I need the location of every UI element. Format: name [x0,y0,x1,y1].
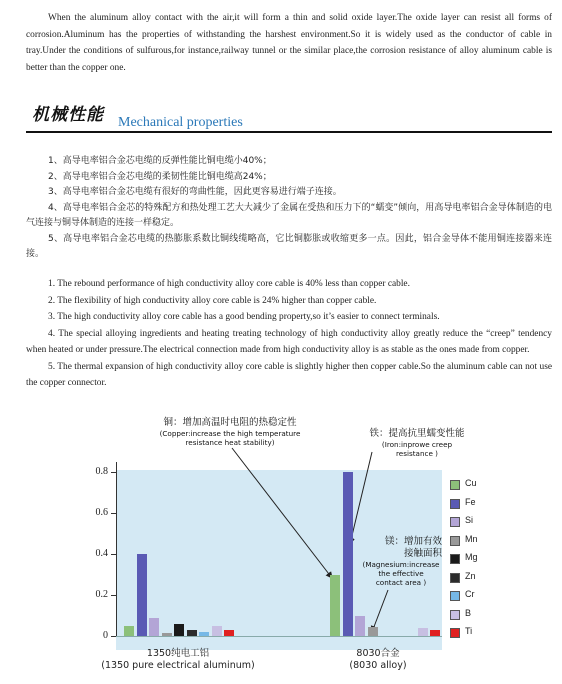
legend-item-mg [450,552,490,571]
x-category-label [288,648,468,672]
bar-mg-0 [174,624,184,636]
y-tick-label: 0.8 [95,466,108,477]
legend-label: Si [465,515,474,525]
legend-label: Cu [465,478,477,488]
magnesium-annotation [360,536,442,587]
legend-swatch [450,628,460,638]
legend-item-b [450,608,490,627]
legend-swatch [450,480,460,490]
bar-si-1 [355,616,365,637]
cn-list-item: 3、高导电率铝合金芯电缆有很好的弯曲性能，因此更容易进行端子连接。 [48,187,342,197]
y-tick [111,595,116,596]
bar-cu-0 [124,626,134,636]
bar-b-1 [418,628,428,636]
y-tick [111,513,116,514]
legend-label: Fe [465,496,476,507]
x-category-en: (8030 alloy) [349,660,407,671]
legend-label: Mg [465,552,478,562]
bar-b-0 [212,626,222,636]
bar-cu-1 [330,575,340,637]
cn-list-item: 5、高导电率铝合金芯电缆的热膨胀系数比铜线缆略高，它比铜膨胀或收缩更多一点。因此，铝合金导体不能用铜连接器来连接。 [26,233,552,259]
en-list-item: 3. The high conductivity alloy core cable has a good bending property,so it’s easier to connect terminals. [48,312,440,322]
iron-annotation [352,428,482,458]
x-axis [116,636,442,637]
legend-item-cu [450,478,490,497]
en-list-item: 2. The flexibility of high conductivity alloy core cable is 24% higher than copper cable. [48,295,377,306]
y-axis [116,462,117,636]
intro-paragraph: When the aluminum alloy contact with the air,it will form a thin and solid oxide layer.The oxide layer can resist all forms of corrosion.Aluminum has the properties of withstanding the harshest environment.So it is widely used as the conductor of cable in tray.Under the conditions of sulfurous,for instance,railway tunnel or the similar place,the corrosion resistance of alloy aluminum cable is better than the copper one. [26,13,552,73]
bar-mn-1 [368,627,378,636]
legend-label: Ti [465,626,473,636]
section-title-cn: 机械性能 [32,105,104,125]
x-category-cn: 8030合金 [356,648,400,659]
x-category-cn: 1350纯电工铝 [146,648,210,659]
legend-item-zn [450,571,490,590]
bar-fe-0 [137,554,147,636]
y-tick-label: 0.2 [95,589,108,600]
legend-label: Zn [465,570,476,581]
y-tick [111,554,116,555]
legend-swatch [450,554,460,564]
y-tick-label: 0.4 [95,548,108,559]
legend-item-si [450,515,490,534]
legend-swatch [450,610,460,620]
section-title-en: Mechanical properties [118,115,243,130]
section-divider [26,131,552,133]
en-list-item: 4. The special alloying ingredients and heating treating technology of high conductivity alloy greatly reduce the “creep” tendency when heated or under pressure.The electrical connection made from high conductivity alloy is as stable as the ones made from copper. [26,328,552,355]
bar-fe-1 [343,472,353,636]
cn-list-item: 2、高导电率铝合金芯电缆的柔韧性能比铜电缆高24%； [48,171,272,182]
english-property-list [26,276,552,392]
section-heading [26,100,552,136]
legend-item-fe [450,497,490,516]
cn-list-item: 1、高导电率铝合金芯电缆的反弹性能比铜电缆小40%； [48,156,272,166]
legend-label: Mn [465,533,478,544]
chinese-property-list [26,154,552,263]
en-list-item: 1. The rebound performance of high conductivity alloy core cable is 40% less than copper cable. [48,279,410,289]
legend-swatch [450,499,460,509]
legend-swatch [450,573,460,583]
x-category-en: (1350 pure electrical aluminum) [101,660,255,671]
x-category-label [88,648,268,672]
y-tick [111,472,116,473]
legend-label: B [465,607,472,618]
copper-annotation-cn: 铜：增加高温时电阻的热稳定性 [163,417,297,428]
bar-si-0 [149,618,159,636]
legend-label: Cr [465,589,475,599]
element-composition-chart [0,412,562,684]
cn-list-item: 4、高导电率铝合金芯的特殊配方和热处理工艺大大减少了金属在受热和压力下的“蠕变”倾向，用高导电率铝合金导体制造的电气连接与铜导体制造的连接一样稳定。 [26,202,552,228]
iron-annotation-en: (Iron:inprowe creep resistance ) [381,440,453,458]
legend-item-mn [450,534,490,553]
copper-annotation [120,417,340,447]
legend-item-cr [450,589,490,608]
y-tick-label: 0 [103,630,108,641]
magnesium-annotation-en: (Magnesium:increase the effective contact area ) [362,560,440,587]
iron-annotation-cn: 铁：提高抗里蠕变性能 [369,428,465,439]
chart-legend [450,478,490,645]
y-tick-label: 0.6 [95,507,108,518]
magnesium-annotation-cn: 镁：增加有效 接触面积 [384,536,442,559]
legend-swatch [450,517,460,527]
legend-item-ti [450,626,490,645]
legend-swatch [450,591,460,601]
copper-annotation-en: (Copper:increase the high temperature resistance heat stability) [159,429,301,447]
legend-swatch [450,536,460,546]
en-list-item: 5. The thermal expansion of high conductivity alloy core cable is slightly higher then copper cable.So the aluminum cable can not use the copper connector. [26,361,552,388]
